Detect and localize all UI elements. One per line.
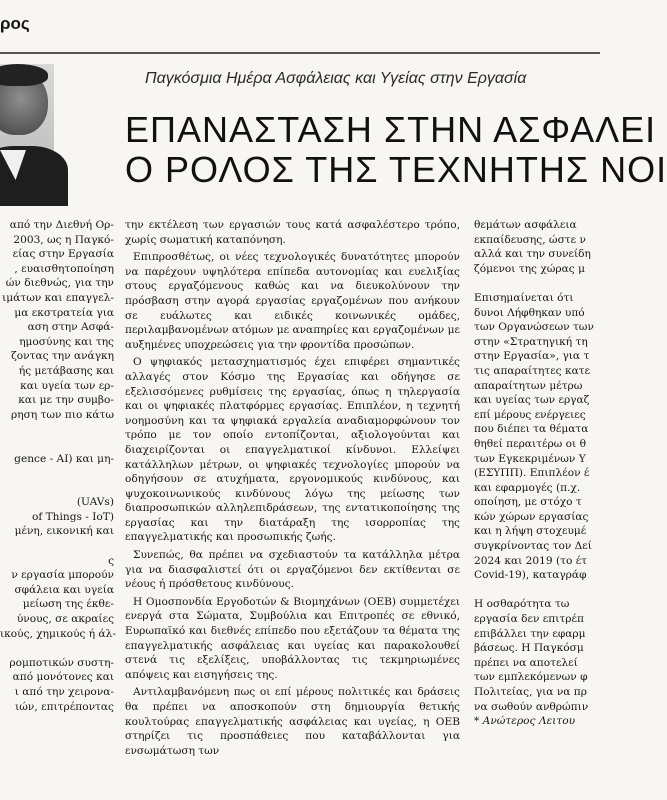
paragraph: Αντιλαμβανόμενη πως οι επί μέρους πολιτικές και δράσεις θα πρέπει να αποσκοπούν στη δημιουργία θετικής κουλτούρας επαγγελματικής ασφάλειας και υγείας, η ΟΕΒ στηρίζει τις προσπάθειες που καταβάλλονται για ενσωμάτωση των [125, 686, 460, 757]
article-headline [125, 110, 667, 190]
paragraph: Η Ομοσπονδία Εργοδοτών & Βιομηχάνων (ΟΕΒ) συμμετέχει ενεργά στα Σώματα, Συμβούλια και Επιτροπές σε εθνικό, Ευρωπαϊκό και διεθνές επίπεδο που εξετάζουν τα θέματα της επαγγελματικής ασφάλειας και υγείας και παρακολουθεί στενά τις εξελίξεις, υποβάλλοντας τις τεκμηριωμένες απόψεις και εισηγήσεις της. [125, 595, 460, 681]
column3-line: και η λήψη στοχευμέ [474, 525, 587, 538]
section-header: ρος [0, 14, 30, 33]
column1-line: μείωση της έκθε- [22, 598, 114, 611]
masthead [0, 0, 600, 52]
column3-line: να σωθούν ανθρώπιν [474, 700, 589, 713]
column1-line: of Things - IoT) [31, 510, 114, 523]
column3-line: των εμπλεκόμενων φ [474, 671, 588, 684]
column1-line: 2003, ως η Παγκό- [13, 233, 114, 246]
column1-line [0, 481, 114, 496]
column1-line: ι από την χειρονα- [14, 686, 114, 698]
author-note: * Ανώτερος Λειτου [474, 715, 576, 728]
column3-line: ζόμενοι της χώρας μ [474, 262, 585, 275]
column3-line: και υγείας των εργαζ [474, 394, 590, 407]
column3-line: που διέπει τα θέματα [474, 423, 589, 436]
column3-line: των Εγκεκριμένων Υ [474, 452, 586, 465]
text-column-3 [474, 218, 600, 729]
column1-line: ύνους, σε ακραίες [16, 613, 114, 626]
column1-line: από την Διεθνή Ορ- [9, 219, 114, 231]
paragraph: την εκτέλεση των εργασιών τους κατά ασφαλέστερο τρόπο, χωρίς σωματική καταπόνηση. [125, 219, 460, 246]
paragraph: Επιπροσθέτως, οι νέες τεχνολογικές δυνατότητες μπορούν να παρέχουν υψηλότερα επίπεδα αυτονομίας και ευελιξίας στους εργαζόμενους καθώς και να διευκολύνουν την πρόσβαση στην αγορά εργασίας εργαζομένων που ανήκουν σε ευάλωτες και ειδικές κοινωνικές ομάδες, περιλαμβανομένων ατόμων με αναπηρίες και εργαζομένων με αυξημένες υποχρεώσεις για την φροντίδα προσώπων. [125, 251, 460, 351]
column1-line: ν εργασία μπορούν [11, 569, 114, 582]
column3-line: (ΕΣΥΠΠ). Επιπλέον έ [474, 467, 590, 480]
column1-line: , ευαισθητοποίηση [14, 262, 114, 275]
column3-line: θηθεί περαιτέρω οι θ [474, 437, 586, 450]
column3-line [474, 583, 600, 598]
headline-line-2: Ο ΡΟΛΟΣ ΤΗΣ ΤΕΧΝΗΤΗΣ ΝΟΙ [125, 149, 667, 190]
column3-line: 2024 και 2019 (το έτ [474, 554, 588, 567]
column3-line: εργασία δεν επιτρέπ [474, 613, 584, 626]
column1-line: ς [108, 554, 114, 567]
column1-line: και υγεία των ερ- [20, 379, 114, 392]
paragraph: Ο ψηφιακός μετασχηματισμός έχει επιφέρει σημαντικές αλλαγές στον Κόσμο της Εργασίας και οδήγησε σε εξελισσόμενες ρυθμίσεις της εργασίας, όπως η τηλεργασία και οι ψηφιακές πλατφόρμες εργασίας. Επιπλέον, η τεχνητή νοημοσύνη και τα ψηφιακά εργαλεία αναδιαμορφώνουν τον τρόπο με τον οποίο εντοπίζονται, αξιολογούνται και διαχειρίζονται οι επαγγελματικοί κίνδυνοι. Ελλείψει κατάλληλων μέτρων, οι ψηφιακές τεχνολογίες μπορούν να οδηγήσουν σε ατυχήματα, εργονομικούς κινδύνους, και ψυχοκοινωνικούς κινδύνους λόγω της μείωσης των διαπροσωπικών αλληλεπιδράσεων, της εντατικοποίησης της εργασίας και την διατάραξη της ισορροπίας της επαγγελματικής και προσωπικής ζωής. [125, 356, 460, 544]
column3-line: Covid-19), καταγράφ [474, 569, 587, 582]
column1-line: ημοσύνης και της [19, 335, 114, 348]
column1-line: και με την συμβο- [18, 394, 114, 407]
text-column-2 [125, 218, 460, 761]
column1-line: μα εκστρατεία για [14, 306, 114, 319]
column1-line: ρομποτικών συστη- [9, 656, 114, 669]
header-rule [0, 52, 600, 54]
column3-line: οποίηση, με στόχο τ [474, 496, 582, 509]
column1-line [0, 539, 114, 554]
column1-line: ικούς, χημικούς ή άλ- [0, 627, 116, 640]
column1-line [0, 466, 114, 481]
column1-line: μένη, εικονική και [14, 525, 114, 538]
column3-line: συγκρίνοντας τον Δεί [474, 540, 592, 553]
column1-line: gence - AI) και μη- [14, 452, 114, 465]
column1-line: ρηση των πιο κάτω [11, 408, 114, 421]
column3-line: αλλά και την συνείδη [474, 248, 591, 261]
column1-line: ιμάτων και επαγγελ- [2, 291, 114, 304]
column1-line: ής μετάβασης και [18, 364, 114, 377]
column3-line: εκπαίδευσης, ώστε ν [474, 233, 586, 246]
column1-line: από μονότονες και [12, 671, 114, 684]
column3-line: τις απαραίτητες κατε [474, 364, 591, 377]
article-kicker: Παγκόσμια Ημέρα Ασφάλειας και Υγείας στην Εργασία [145, 70, 527, 87]
column3-line: στην «Στρατηγική τη [474, 335, 588, 348]
column3-line: στην Εργασία», για τ [474, 350, 590, 363]
text-column-1 [0, 218, 114, 714]
headline-line-1: ΕΠΑΝΑΣΤΑΣΗ ΣΤΗΝ ΑΣΦΑΛΕΙ [125, 109, 657, 150]
column1-line: είας στην Εργασία [12, 248, 114, 261]
column3-line: απαραίτητων μέτρω [474, 379, 583, 392]
column1-line: ζοντας την ανάγκη [11, 350, 114, 363]
column3-line: και εφαρμογές (π.χ. [474, 481, 581, 494]
column3-line: πρέπει να αποτελεί [474, 656, 578, 669]
column3-line: Πολιτείας, για να πρ [474, 686, 587, 698]
column3-line [474, 276, 600, 291]
column1-line [0, 641, 114, 656]
column1-line: αση στην Ασφά- [27, 321, 114, 334]
column1-line: (UAVs) [76, 496, 114, 509]
column3-line: Η οσθαρότητα τω [474, 598, 570, 611]
column1-line: ιών, επιτρέποντας [15, 700, 114, 713]
paragraph: Συνεπώς, θα πρέπει να σχεδιαστούν τα κατάλληλα μέτρα για να διασφαλιστεί ότι οι εργαζόμενοι δεν εκτίθενται σε νέους ή πρόσθετους κινδύνους. [125, 549, 460, 591]
column3-line: βάσεως. Η Παγκόσμ [474, 642, 584, 655]
column3-line: επί μέρους ενέργειες [474, 408, 586, 421]
column3-line: δυνοι Λήφθηκαν υπό [474, 306, 585, 319]
author-photo [0, 64, 54, 184]
column3-line: Επισημαίνεται ότι [474, 291, 574, 304]
column1-line: σφάλεια και υγεία [14, 583, 114, 596]
column1-line [0, 422, 114, 437]
column3-line: θεμάτων ασφάλεια [474, 219, 577, 231]
column1-line: ών διεθνώς, για την [5, 277, 114, 290]
column1-line [0, 437, 114, 452]
column3-line: κών χώρων εργασίας [474, 510, 589, 523]
column3-line: των Οργανώσεων των [474, 321, 594, 334]
column3-line: επιβάλλει την εφαρμ [474, 627, 586, 640]
